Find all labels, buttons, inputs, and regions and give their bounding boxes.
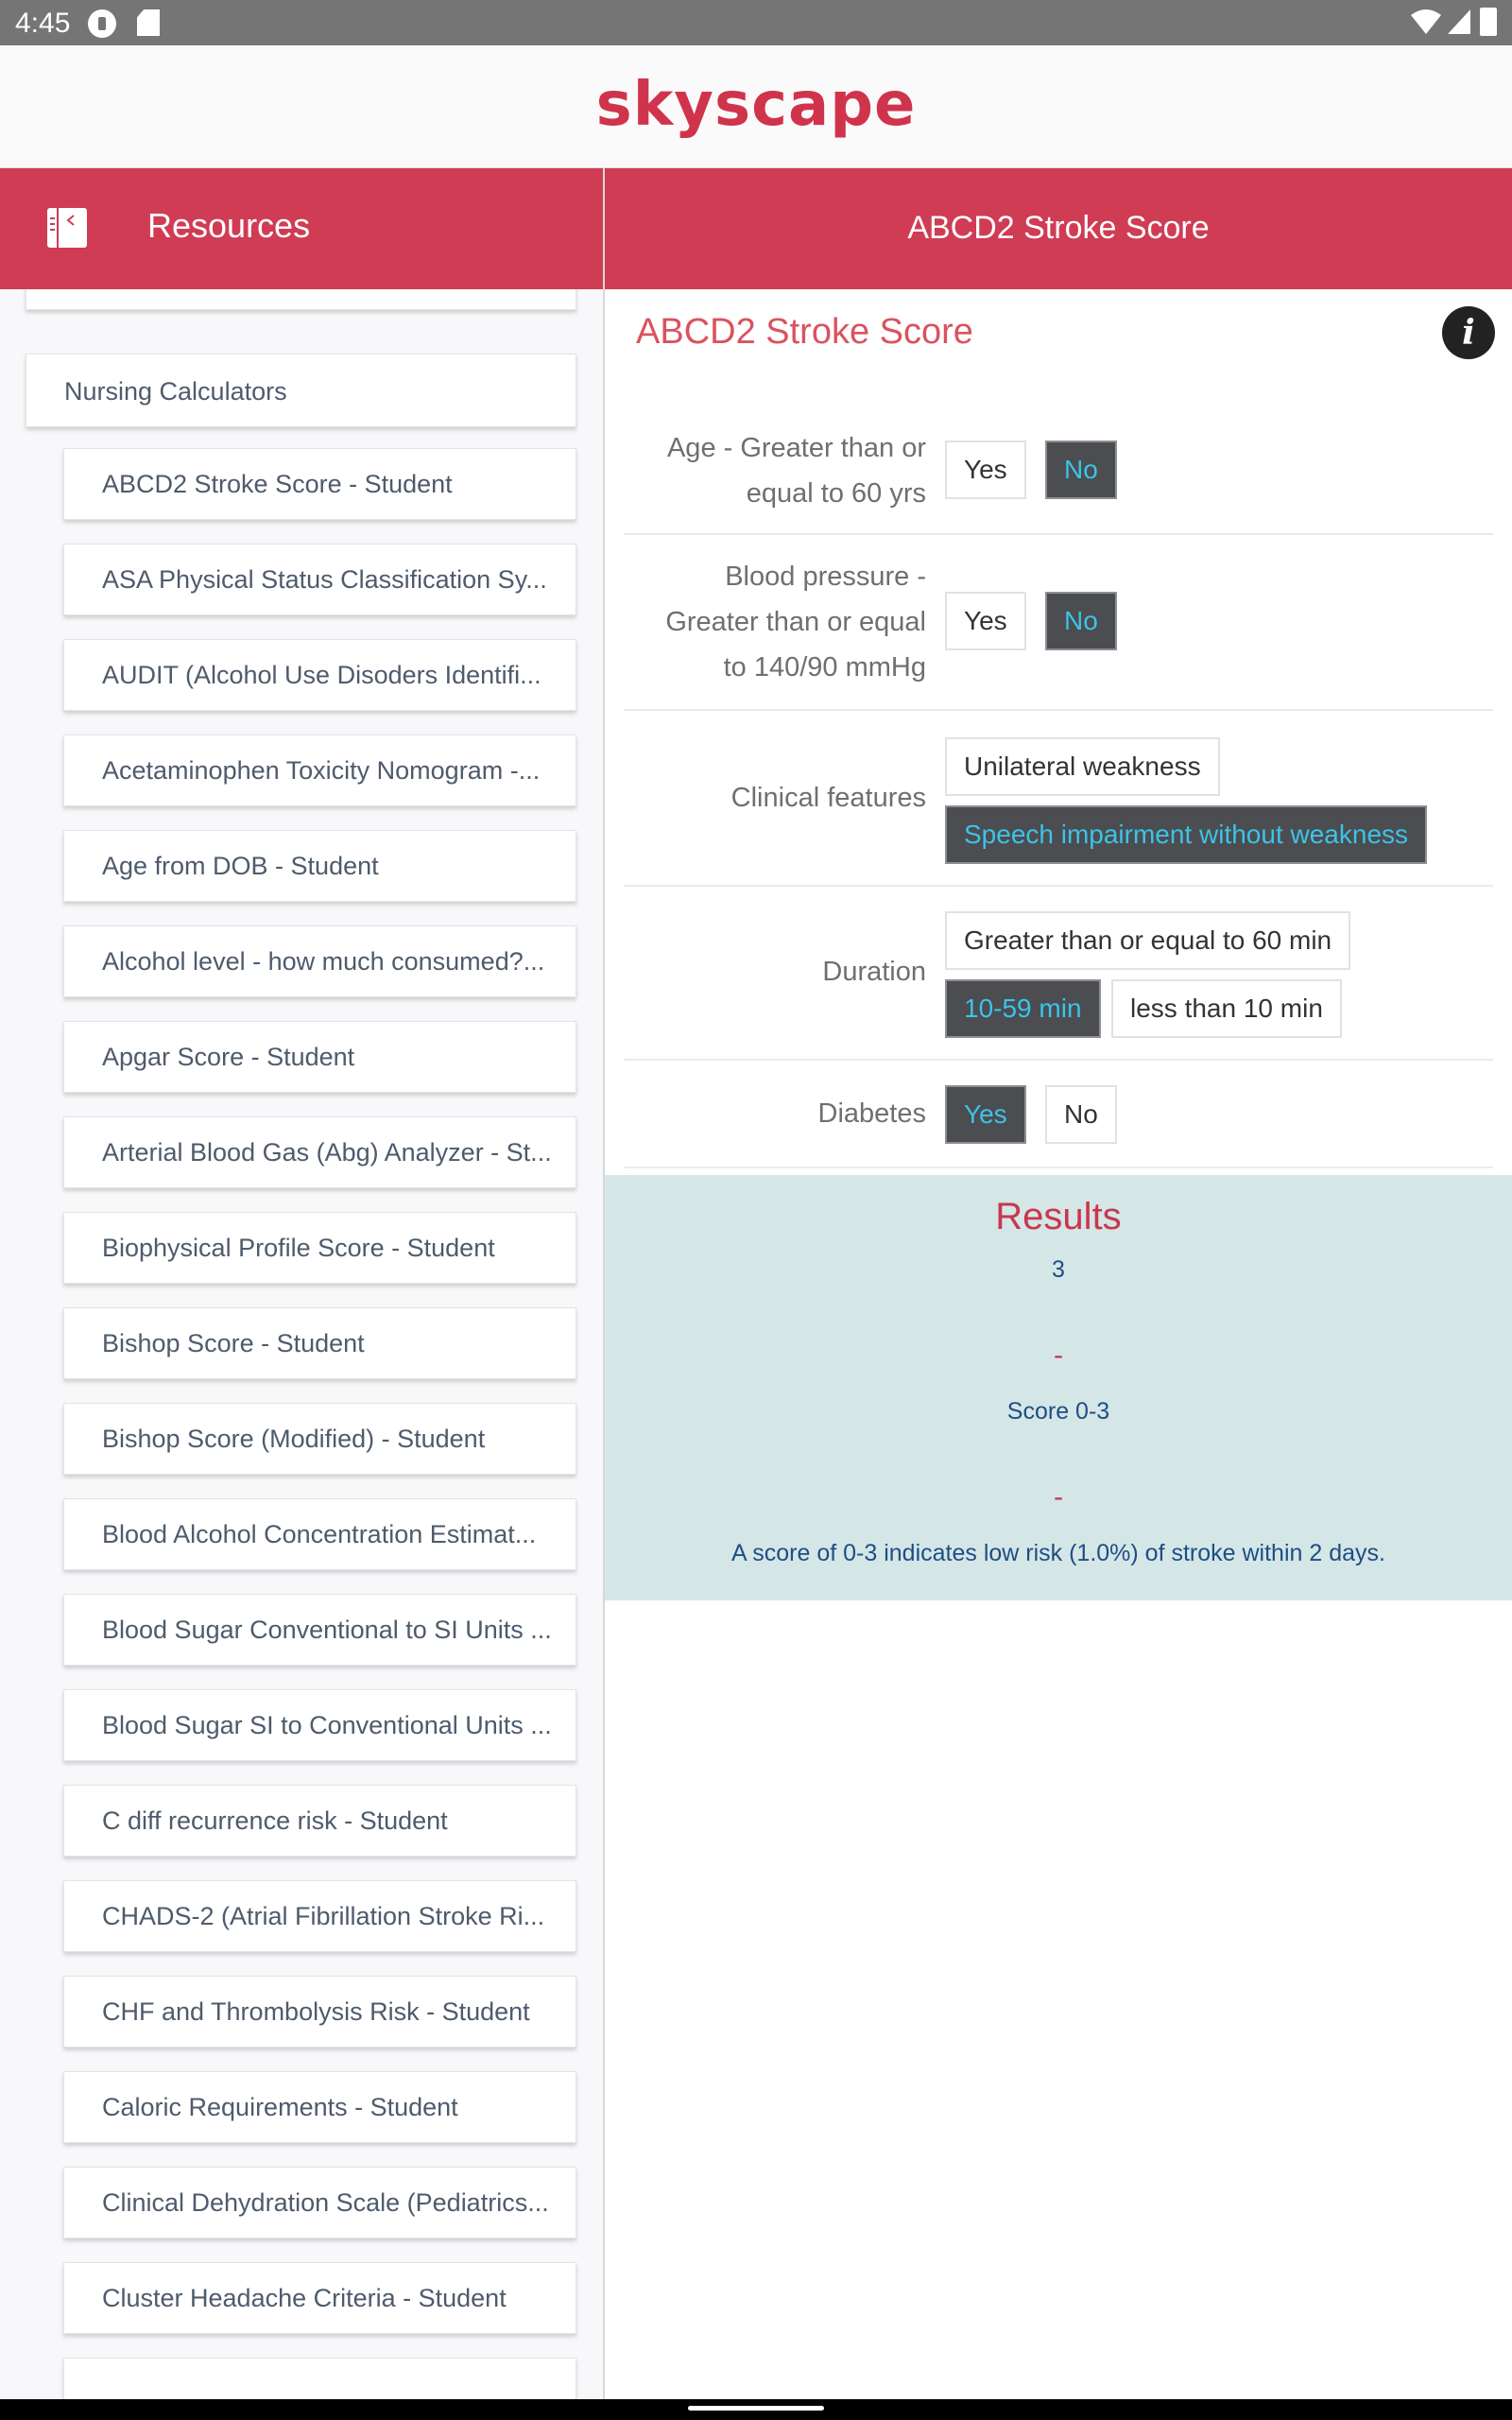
sidebar-item[interactable]: Acetaminophen Toxicity Nomogram -... [63,735,576,806]
navigation-bar [0,2399,1512,2420]
sidebar-item[interactable]: C diff recurrence risk - Student [63,1785,576,1857]
resources-sidebar[interactable] [0,289,603,2399]
results-separator: - [1054,1340,1063,1371]
results-range: Score 0-3 [1006,1398,1110,1425]
sidebar-item[interactable]: Alcohol level - how much consumed?... [63,925,576,997]
results-panel [605,1175,1512,1600]
speech-impairment-option[interactable]: Speech impairment without weakness [945,805,1427,864]
book-icon[interactable] [45,206,89,250]
sidebar-item[interactable]: Caloric Requirements - Student [63,2071,576,2143]
unilateral-weakness-option[interactable]: Unilateral weakness [945,737,1220,796]
sidebar-item-nursing-calculators[interactable]: Nursing Calculators [26,354,576,427]
question-label: Diabetes [817,1098,926,1129]
sidebar-item[interactable]: Blood Alcohol Concentration Estimat... [63,1498,576,1570]
bp-no-option[interactable]: No [1045,592,1117,650]
bp-yes-option[interactable]: Yes [945,592,1026,650]
question-age [624,403,1493,535]
question-label: Duration [822,957,926,987]
sidebar-item[interactable]: CHADS-2 (Atrial Fibrillation Stroke Ri... [63,1880,576,1952]
sidebar-item[interactable]: Age from DOB - Student [63,830,576,902]
duration-60-plus-option[interactable]: Greater than or equal to 60 min [945,911,1350,970]
sidebar-item[interactable]: AUDIT (Alcohol Use Disoders Identifi... [63,639,576,711]
sidebar-item[interactable]: ASA Physical Status Classification Sy... [63,544,576,615]
calculator-header [605,168,1512,289]
status-time: 4:45 [15,8,71,39]
sidebar-item[interactable]: Arterial Blood Gas (Abg) Analyzer - St... [63,1116,576,1188]
duration-under-10-option[interactable]: less than 10 min [1111,979,1342,1038]
question-label: Blood pressure - Greater than or equal to 140/90 mmHg [665,562,926,683]
sidebar-item[interactable]: Blood Sugar SI to Conventional Units ... [63,1689,576,1761]
age-yes-option[interactable]: Yes [945,441,1026,499]
results-interpretation: A score of 0-3 indicates low risk (1.0%) of stroke within 2 days. [731,1540,1385,1566]
sidebar-item[interactable]: CHF and Thrombolysis Risk - Student [63,1976,576,2048]
sidebar-item-cut-off[interactable] [26,289,576,310]
calculator-title: ABCD2 Stroke Score [636,312,973,352]
info-icon[interactable]: i [1442,306,1495,359]
sidebar-item[interactable]: Bishop Score - Student [63,1307,576,1379]
home-indicator[interactable] [688,2406,824,2411]
sidebar-item-cut-off[interactable] [63,2358,576,2399]
sidebar-item[interactable]: Apgar Score - Student [63,1021,576,1093]
app-notification-icon [88,9,116,38]
sidebar-item[interactable]: Biophysical Profile Score - Student [63,1212,576,1284]
results-score: 3 [1052,1256,1065,1283]
age-no-option[interactable]: No [1045,441,1117,499]
question-duration [624,887,1493,1061]
sidebar-item[interactable]: Bishop Score (Modified) - Student [63,1403,576,1475]
sidebar-item[interactable]: Clinical Dehydration Scale (Pediatrics... [63,2167,576,2238]
sidebar-item[interactable]: Cluster Headache Criteria - Student [63,2262,576,2334]
question-label: Clinical features [730,783,926,813]
status-bar [0,0,1512,45]
question-diabetes [624,1061,1493,1168]
calculator-header-title: ABCD2 Stroke Score [907,210,1210,246]
sidebar-item[interactable]: Blood Sugar Conventional to SI Units ... [63,1594,576,1666]
signal-icon [1446,8,1472,36]
sd-card-icon [137,9,160,36]
diabetes-yes-option[interactable]: Yes [945,1085,1026,1144]
resources-title: Resources [147,206,311,245]
duration-10-59-option[interactable]: 10-59 min [945,979,1101,1038]
question-clinical-features [624,711,1493,887]
app-bar [0,45,1512,168]
battery-icon [1480,8,1497,36]
wifi-icon [1410,8,1442,36]
results-separator: - [1054,1481,1063,1512]
sidebar-item[interactable]: ABCD2 Stroke Score - Student [63,448,576,520]
question-blood-pressure [624,535,1493,711]
skyscape-logo: skyscape [595,70,917,140]
results-title: Results [995,1196,1122,1237]
resources-header [0,168,603,289]
diabetes-no-option[interactable]: No [1045,1085,1117,1144]
question-label: Age - Greater than or equal to 60 yrs [666,433,926,509]
